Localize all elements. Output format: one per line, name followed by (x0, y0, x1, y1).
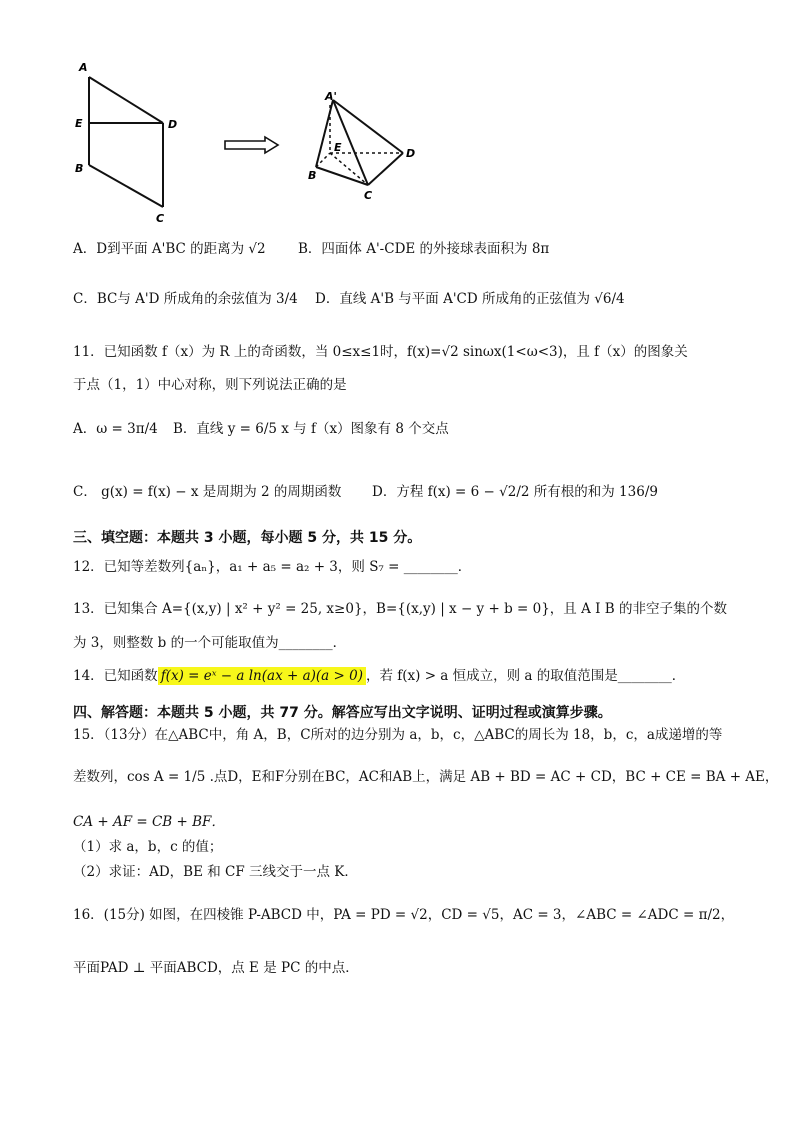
label-right-B: B (308, 169, 317, 182)
folded-tetrahedron (316, 100, 403, 185)
q10-option-b: B．四面体 A'-CDE 的外接球表面积为 8π (298, 241, 550, 257)
label-left-B: B (75, 162, 84, 175)
q11-stem-line2: 于点（1，1）中心对称，则下列说法正确的是 (73, 377, 347, 393)
label-right-A1: A' (325, 90, 337, 103)
q15-part2: （2）求证：AD，BE 和 CF 三线交于一点 K． (73, 864, 358, 880)
q10-option-d: D．直线 A'B 与平面 A'CD 所成角的正弦值为 √6/4 (315, 291, 625, 307)
q16-line1: 16．(15分) 如图，在四棱锥 P-ABCD 中，PA = PD = √2，CD = √5，AC = 3，∠ABC = ∠ADC = π/2， (73, 907, 735, 923)
label-right-C: C (364, 189, 373, 202)
label-right-E: E (334, 141, 342, 154)
q10-option-c: C．BC与 A'D 所成角的余弦值为 3/4 (73, 291, 298, 307)
q11-option-c: C． g(x) = f(x) − x 是周期为 2 的周期函数 (73, 484, 342, 500)
q10-option-a: A．D到平面 A'BC 的距离为 √2 (73, 241, 266, 257)
q11-option-b: B．直线 y = 6/5 x 与 f（x）图象有 8 个交点 (173, 421, 449, 437)
q14 (73, 667, 685, 685)
label-right-D: D (406, 147, 416, 160)
q15-line3: CA + AF = CB + BF． (73, 814, 225, 830)
q12: 12．已知等差数列{aₙ}，a₁ + a₅ = a₂ + 3，则 S₇ = ________． (73, 559, 472, 575)
q14-suffix: ，若 f(x) > a 恒成立，则 a 的取值范围是________． (365, 668, 686, 684)
q16-line2: 平面PAD ⊥ 平面ABCD，点 E 是 PC 的中点． (73, 960, 359, 976)
label-left-A: A (79, 61, 88, 74)
q14-highlighted-function: f(x) = eˣ − a ln(ax + a)(a > 0) (158, 667, 366, 685)
geometry-figure (70, 55, 430, 230)
planar-figure (89, 77, 163, 207)
section-3-heading: 三、填空题：本题共 3 小题，每小题 5 分，共 15 分。 (73, 530, 422, 546)
q15-line1: 15．（13分）在△ABC中，角 A，B，C所对的边分别为 a，b，c，△ABC的周长为 18，b，c，a成递增的等 (73, 727, 723, 743)
label-left-C: C (156, 212, 165, 225)
q15-part1: （1）求 a，b，c 的值； (73, 839, 223, 855)
label-left-D: D (168, 118, 178, 131)
section-4-heading: 四、解答题：本题共 5 小题，共 77 分。解答应写出文字说明、证明过程或演算步骤。 (73, 705, 612, 721)
q11-stem-line1: 11．已知函数 f（x）为 R 上的奇函数，当 0≤x≤1时，f(x)=√2 sinωx(1<ω<3)，且 f（x）的图象关 (73, 344, 688, 360)
label-left-E: E (75, 117, 83, 130)
q13-line1: 13．已知集合 A={(x,y) | x² + y² = 25, x≥0}，B={(x,y) | x − y + b = 0}，且 A I B 的非空子集的个数 (73, 601, 727, 617)
q15-line2: 差数列，cos A = 1/5 .点D，E和F分别在BC，AC和AB上，满足 AB + BD = AC + CD，BC + CE = BA + AE， (73, 769, 779, 785)
transform-arrow-icon (225, 137, 278, 153)
q11-option-d: D．方程 f(x) = 6 − √2/2 所有根的和为 136/9 (372, 484, 658, 500)
q11-option-a: A．ω = 3π/4 (73, 421, 158, 437)
q13-line2: 为 3，则整数 b 的一个可能取值为________． (73, 635, 347, 651)
q14-prefix: 14．已知函数 (73, 668, 158, 684)
